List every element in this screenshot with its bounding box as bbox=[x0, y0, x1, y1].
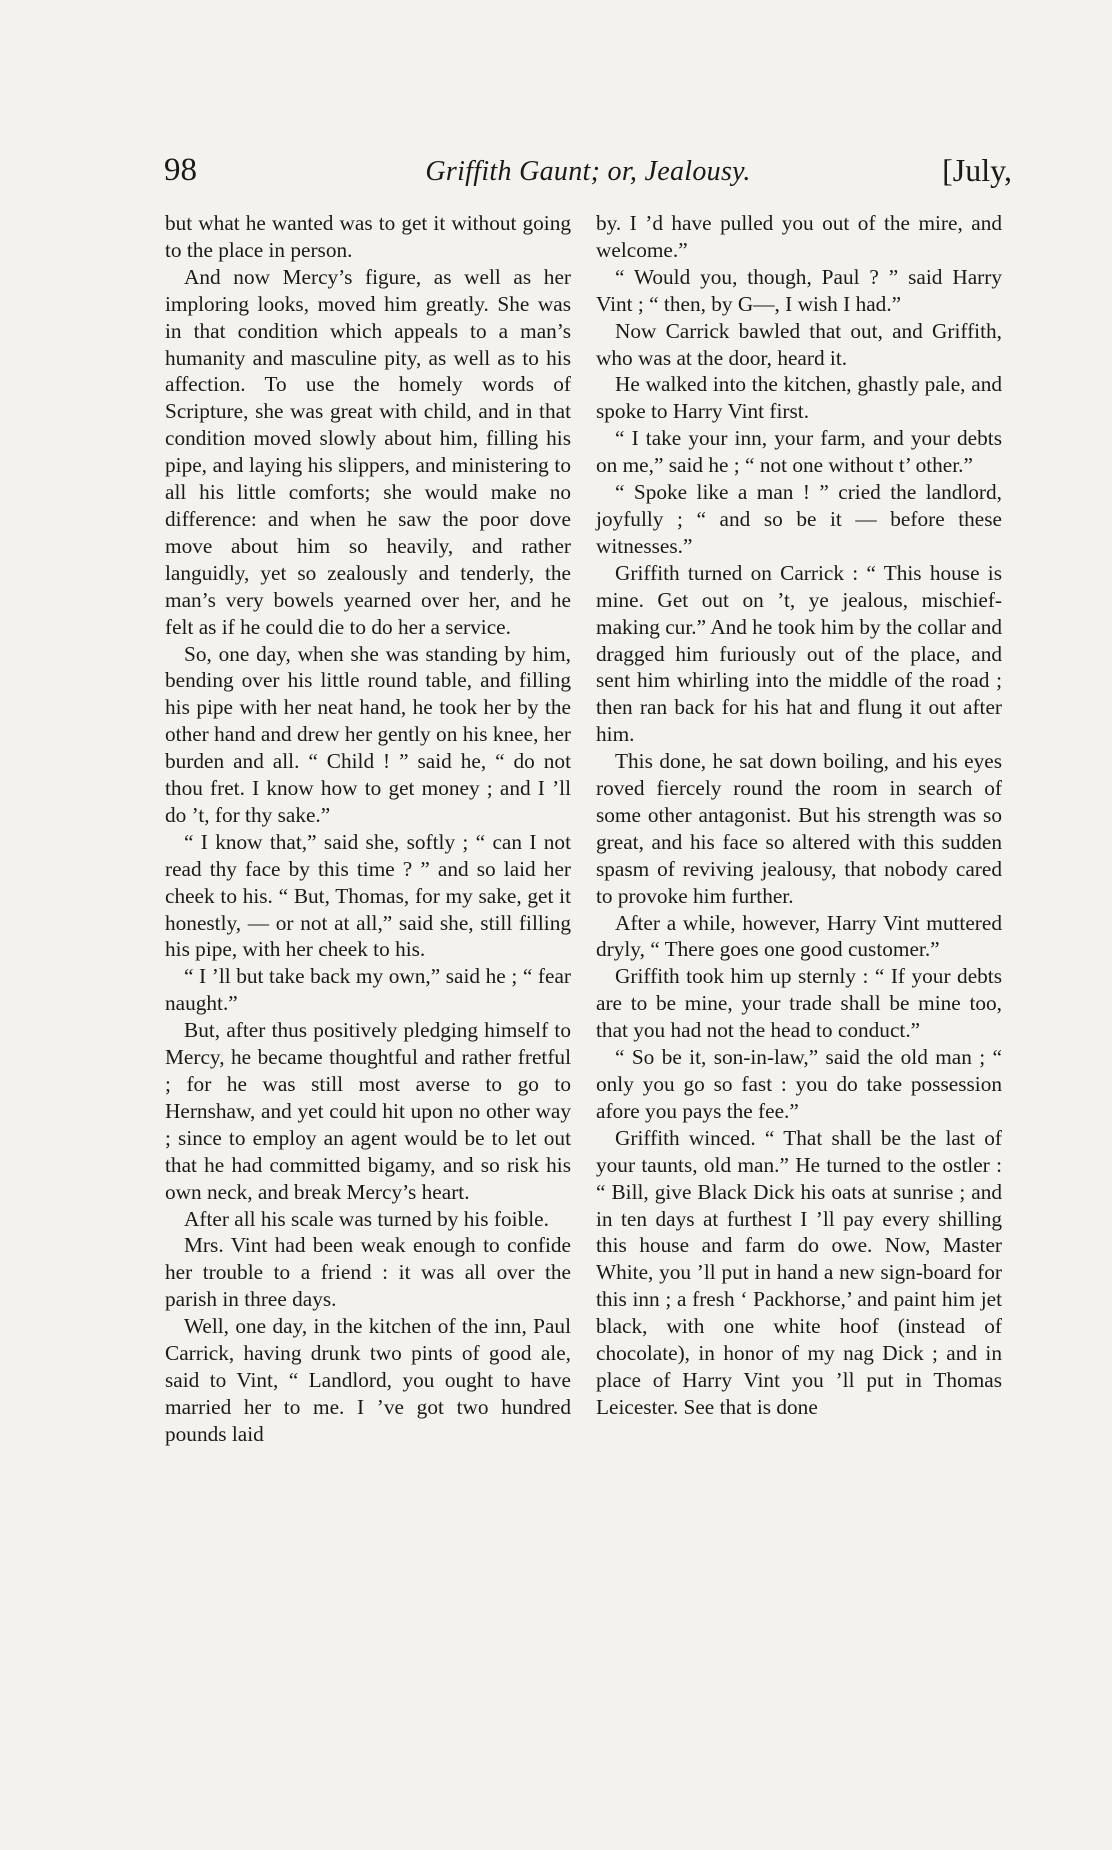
paragraph: Griffith took him up sternly : “ If your debts are to be mine, your trade shall be mine too, that you had not the head to conduct.” bbox=[596, 964, 1002, 1043]
paragraph: But, after thus positively pledging himself to Mercy, he became thoughtful and rather fretful ; for he was still most averse to go to Hernshaw, and yet could hit upon no other way ; since to employ an agent would be to let out that he had committed bigamy, and so risk his own neck, and break Mercy’s heart. bbox=[165, 1018, 571, 1204]
paragraph: “ Spoke like a man ! ” cried the landlord, joyfully ; “ and so be it — before these witnesses.” bbox=[596, 480, 1002, 558]
paragraph: Mrs. Vint had been weak enough to confide her trouble to a friend : it was all over the parish in three days. bbox=[165, 1233, 571, 1312]
running-header bbox=[164, 152, 1012, 202]
paragraph: Now Carrick bawled that out, and Griffith, who was at the door, heard it. bbox=[596, 318, 1002, 370]
paragraph: So, one day, when she was standing by him, bending over his little round table, and filling his pipe with her neat hand, he took her by the other hand and drew her gently on his knee, her burden and all. “ Child ! ” said he, “ do not thou fret. I know how to get money ; and I ’ll do ’t, for thy sake.” bbox=[165, 641, 571, 827]
right-column bbox=[596, 210, 1002, 1421]
paragraph: by. I ’d have pulled you out of the mire, and welcome.” bbox=[596, 211, 1002, 262]
paragraph: “ I know that,” said she, softly ; “ can I not read thy face by this time ? ” and so laid her cheek to his. “ But, Thomas, for my sake, get it honestly, — or not at all,” said she, still filling his pipe, with her cheek to his. bbox=[165, 829, 571, 962]
issue-month: [July, bbox=[942, 152, 1012, 188]
paragraph: “ I ’ll but take back my own,” said he ; “ fear naught.” bbox=[165, 964, 571, 1016]
paragraph: “ Would you, though, Paul ? ” said Harry Vint ; “ then, by G—, I wish I had.” bbox=[596, 264, 1002, 316]
paragraph: “ So be it, son-in-law,” said the old man ; “ only you go so fast : you do take possession afore you pays the fee.” bbox=[596, 1045, 1002, 1123]
paragraph: Griffith turned on Carrick : “ This house is mine. Get out on ’t, ye jealous, mischief-making cur.” And he took him by the collar and dragged him furiously out of the place, and sent him whirling into the middle of the road ; then ran back for his hat and flung it out after him. bbox=[596, 560, 1002, 747]
paragraph: This done, he sat down boiling, and his eyes roved fiercely round the room in search of some other antagonist. But his strength was so great, and his face so altered with this sudden spasm of reviving jealousy, that nobody cared to provoke him further. bbox=[596, 749, 1002, 908]
page-number: 98 bbox=[164, 152, 197, 188]
paragraph: And now Mercy’s figure, as well as her imploring looks, moved him greatly. She was in that condition which appeals to a man’s humanity and masculine pity, as well as to his affection. To use the homely words of Scripture, she was great with child, and in that condition moved slowly about him, filling his pipe, and laying his slippers, and ministering to all his little comforts; she would make no difference: and when he saw the poor dove move about him so heavily, and rather languidly, yet so zealously and tenderly, the man’s very bowels yearned over her, and he felt as if he could die to do her a service. bbox=[165, 264, 571, 639]
paragraph: He walked into the kitchen, ghastly pale, and spoke to Harry Vint first. bbox=[596, 372, 1002, 424]
paragraph: After all his scale was turned by his foible. bbox=[184, 1206, 549, 1231]
running-title: Griffith Gaunt; or, Jealousy. bbox=[425, 156, 751, 187]
left-column bbox=[165, 210, 571, 1448]
paragraph: Griffith winced. “ That shall be the last of your taunts, old man.” He turned to the ostler : “ Bill, give Black Dick his oats at sunrise ; and in ten days at furthest I ’ll pay every shilling this house and farm do owe. Now, Master White, you ’ll put in hand a new sign-board for this inn ; a fresh ‘ Packhorse,’ and paint him jet black, with one white hoof (instead of chocolate), in honor of my nag Dick ; and in place of Harry Vint you ’ll put in Thomas Leicester. See that is done bbox=[596, 1125, 1002, 1419]
paragraph: After a while, however, Harry Vint muttered dryly, “ There goes one good customer.” bbox=[596, 910, 1002, 962]
paragraph: Well, one day, in the kitchen of the inn, Paul Carrick, having drunk two pints of good ale, said to Vint, “ Landlord, you ought to have married her to me. I ’ve got two hundred pounds laid bbox=[165, 1314, 571, 1446]
paragraph: “ I take your inn, your farm, and your debts on me,” said he ; “ not one without t’ other.” bbox=[596, 426, 1002, 478]
paragraph: but what he wanted was to get it without going to the place in person. bbox=[165, 211, 571, 262]
